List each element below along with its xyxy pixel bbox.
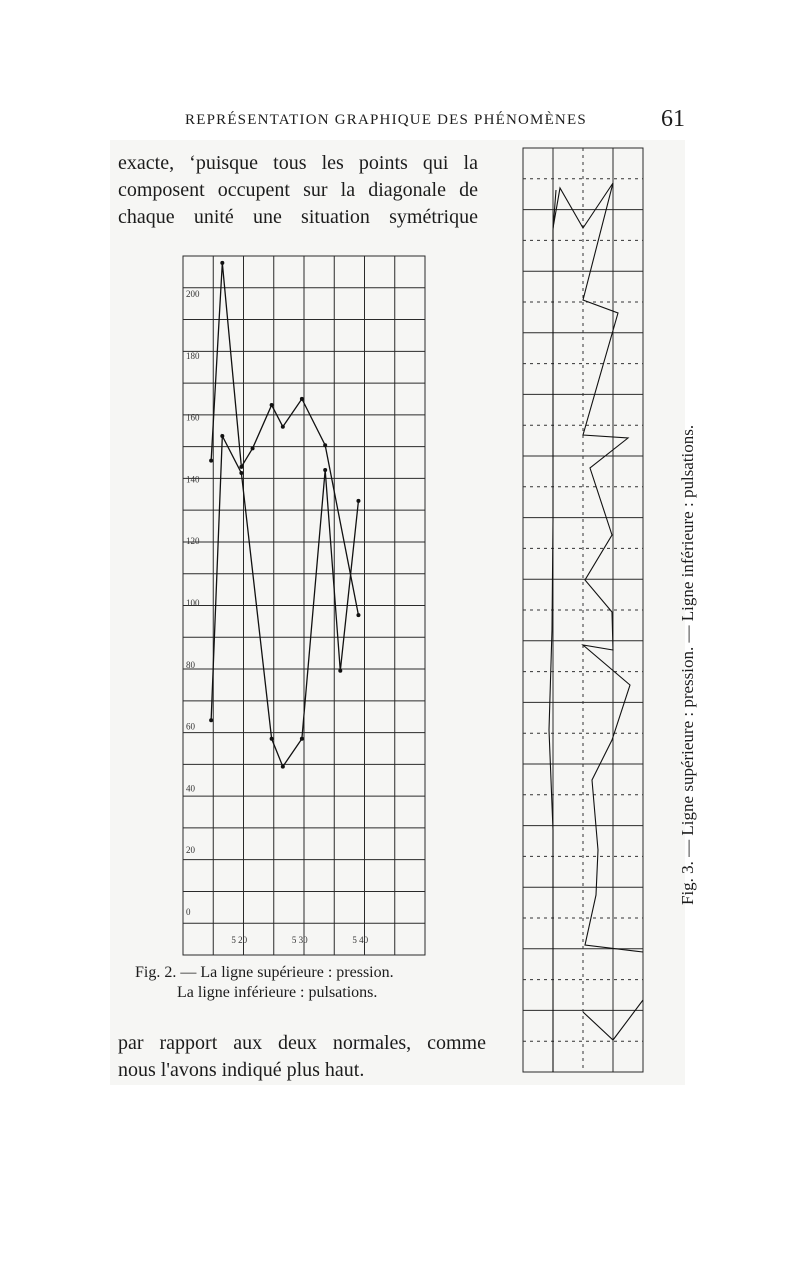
y-tick-label: 200 <box>186 289 200 299</box>
caption-line-2: La ligne inférieure : pulsations. <box>177 984 378 1001</box>
y-tick-label: 20 <box>186 845 195 856</box>
data-point <box>239 465 243 469</box>
data-point <box>323 468 327 472</box>
data-point <box>251 446 255 450</box>
paragraph-bottom <box>118 1030 486 1084</box>
data-point <box>270 737 274 741</box>
y-tick-label: 0 <box>186 907 191 917</box>
y-tick-label: 60 <box>186 721 195 732</box>
data-point <box>220 261 224 265</box>
data-point <box>270 403 274 407</box>
upper-line <box>553 183 643 952</box>
lower-line <box>549 190 556 1072</box>
series-line-1 <box>211 263 358 615</box>
data-point <box>220 434 224 438</box>
y-tick-label: 80 <box>186 659 195 670</box>
x-tick-label: 5 40 <box>352 935 369 945</box>
y-tick-label: 40 <box>186 783 195 794</box>
y-tick-label: 100 <box>186 598 200 608</box>
figure-3-caption: Fig. 3. — Ligne supérieure : pression. — Ligne inférieure : pulsations. <box>678 424 697 905</box>
header-title: REPRÉSENTATION GRAPHIQUE DES PHÉNOMÈNES <box>185 112 587 128</box>
data-point <box>323 443 327 447</box>
data-point <box>338 669 342 673</box>
y-tick-label: 120 <box>186 536 200 547</box>
data-point <box>209 718 213 722</box>
data-point <box>300 397 304 401</box>
text-line: composent occupent sur la diagonale de <box>118 179 478 201</box>
figure-2-chart <box>183 256 425 955</box>
data-point <box>356 499 360 503</box>
data-point <box>356 613 360 617</box>
text-line: nous l'avons indiqué plus haut. <box>118 1059 365 1081</box>
text-line: exacte, ‘puisque tous les points qui la <box>118 152 478 174</box>
page-number: 61 <box>661 106 685 132</box>
data-point <box>281 765 285 769</box>
x-tick-label: 5 30 <box>291 935 308 945</box>
data-point <box>239 471 243 475</box>
text-line: par rapport aux deux normales, comme <box>118 1032 486 1054</box>
data-point <box>281 425 285 429</box>
figure-3-chart <box>523 148 643 1072</box>
series-line-2 <box>211 436 358 767</box>
data-point <box>300 737 304 741</box>
figure-2-caption <box>135 963 394 1003</box>
caption-line-1: Fig. 2. — La ligne supérieure : pression. <box>135 964 394 981</box>
y-tick-label: 180 <box>186 350 200 361</box>
y-tick-label: 140 <box>186 474 200 485</box>
data-point <box>209 459 213 463</box>
x-tick-label: 5 20 <box>231 935 248 945</box>
y-tick-label: 160 <box>186 412 200 423</box>
text-line: chaque unité une situation symétrique <box>118 206 478 228</box>
